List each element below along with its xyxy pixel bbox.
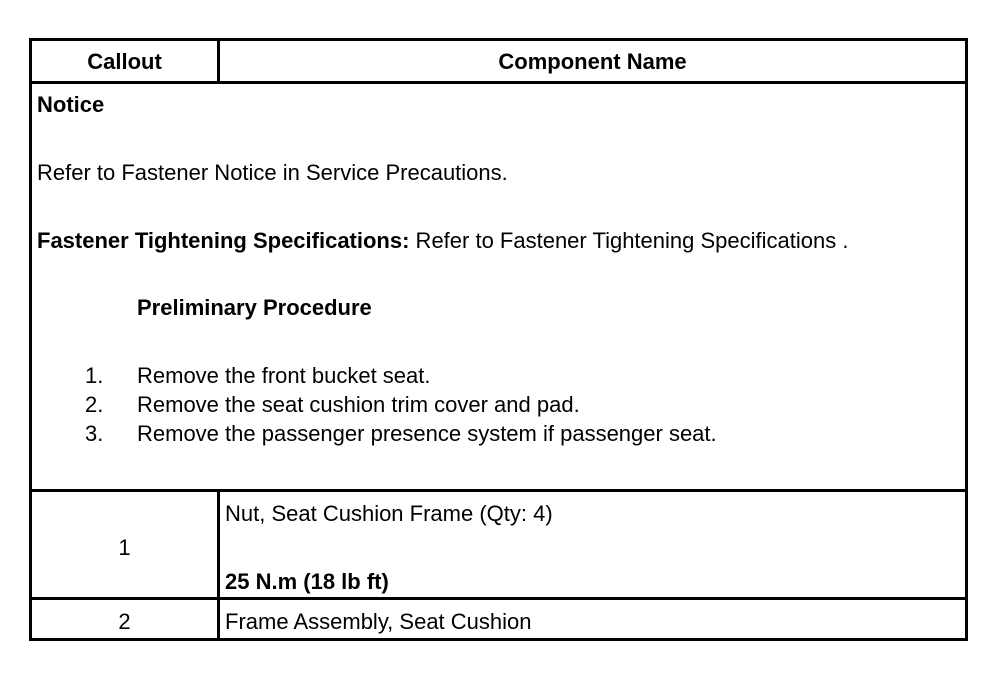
fastener-spec-line [37,228,848,254]
row-1-component-name: Nut, Seat Cushion Frame (Qty: 4) [225,501,553,526]
preliminary-procedure-title: Preliminary Procedure [137,295,372,320]
step-text: Remove the front bucket seat. [137,363,431,388]
header-component-name: Component Name [498,49,687,74]
header-divider [32,81,965,84]
notice-title: Notice [37,92,105,117]
notice-divider [32,489,965,492]
step-number: 2. [85,392,104,417]
row-1-column-divider [217,489,220,599]
row-2-column-divider [217,597,220,641]
row-2-component-name: Frame Assembly, Seat Cushion [225,609,532,634]
header-callout: Callout [87,49,162,74]
row-1-torque: 25 N.m (18 lb ft) [225,569,389,594]
row-1-divider [32,597,965,600]
row-1-callout: 1 [118,535,131,560]
step-number: 1. [85,363,104,388]
fastener-spec-label: Fastener Tightening Specifications: [37,228,410,253]
component-table [29,38,968,641]
notice-text: Refer to Fastener Notice in Service Precautions. [37,160,508,185]
step-number: 3. [85,421,104,446]
step-text: Remove the seat cushion trim cover and pad. [137,392,580,417]
fastener-spec-text: Refer to Fastener Tightening Specifications . [409,228,849,253]
row-2-callout: 2 [118,609,131,634]
step-text: Remove the passenger presence system if passenger seat. [137,421,717,446]
